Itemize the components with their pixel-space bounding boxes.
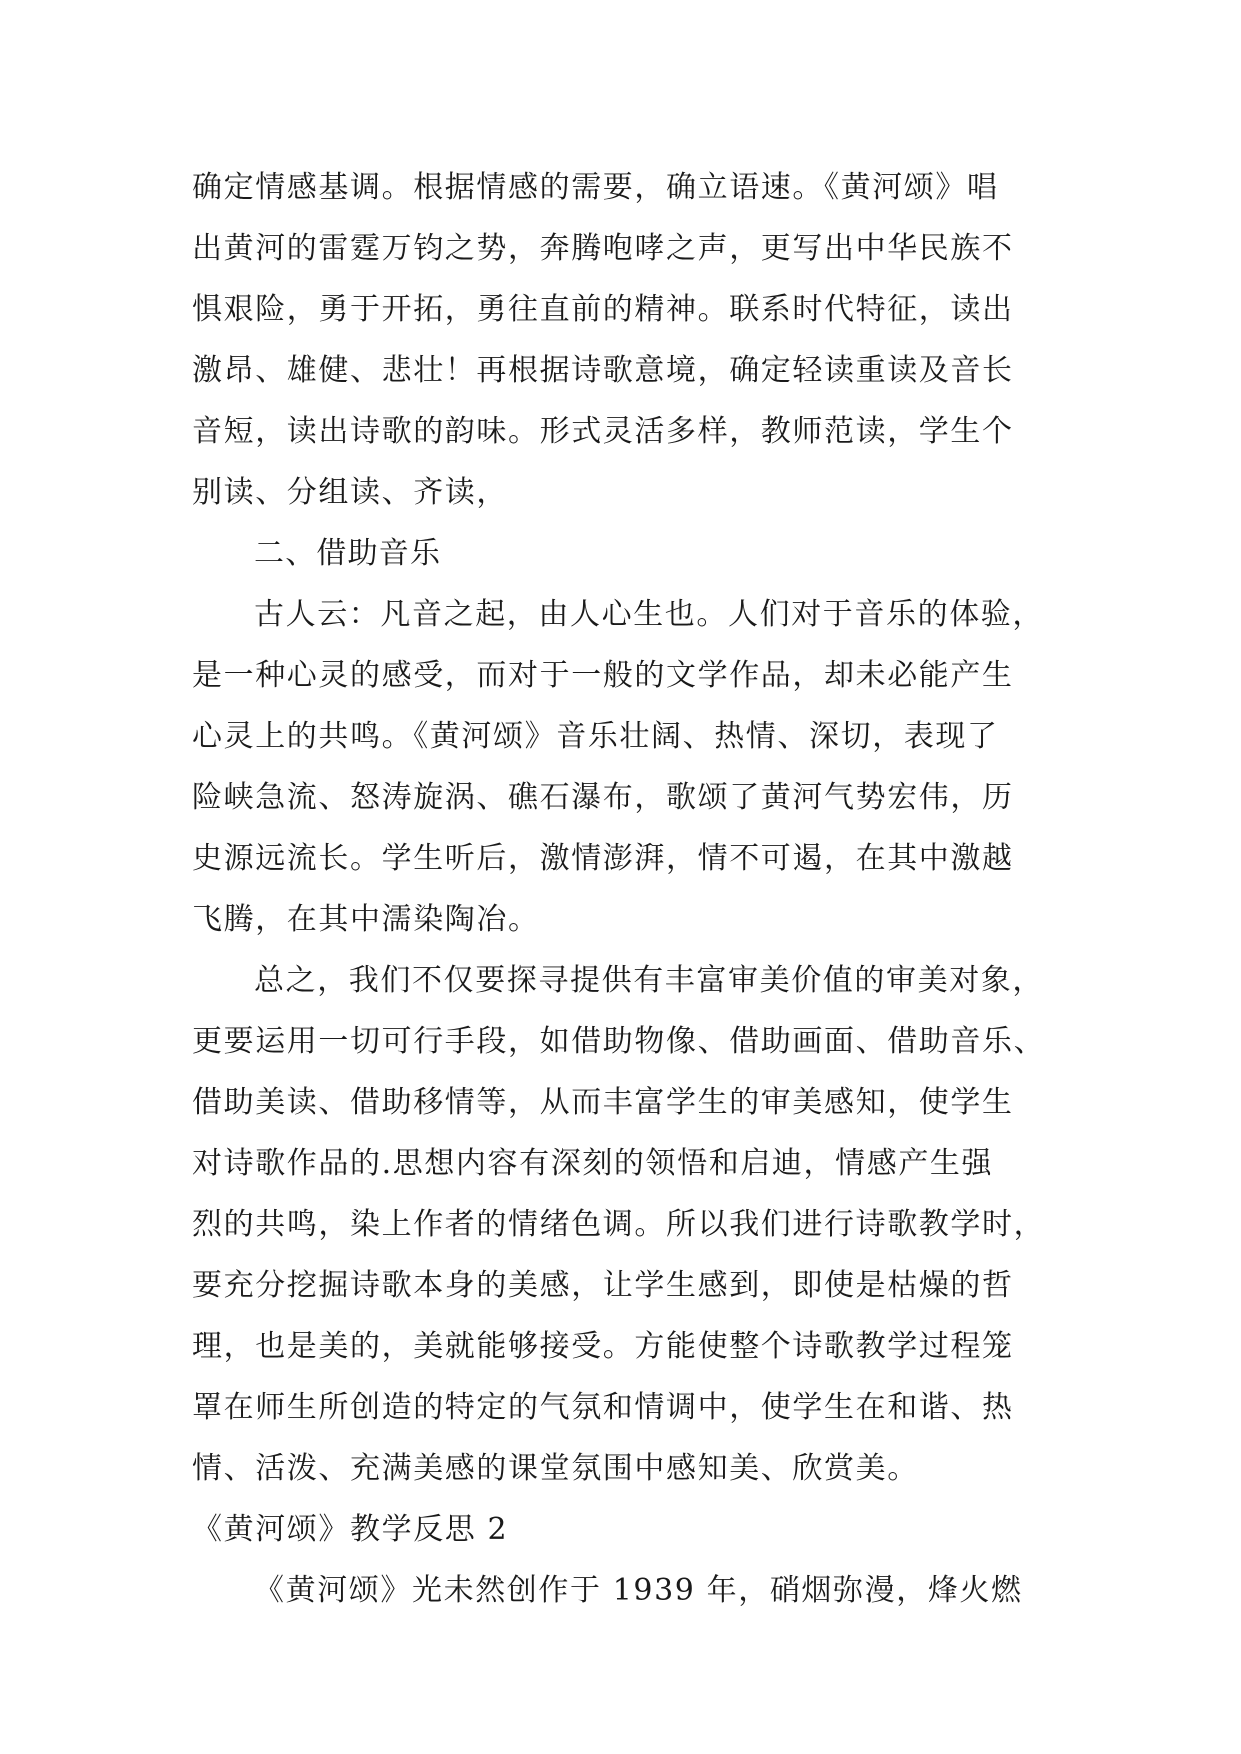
text-line: 是一种心灵的感受，而对于一般的文学作品，却未必能产生 — [192, 658, 1014, 693]
text-line: 史源远流长。学生听后，激情澎湃，情不可遏，在其中激越 — [192, 841, 1014, 876]
text-line: 要充分挖掘诗歌本身的美感，让学生感到，即使是枯燥的哲 — [192, 1268, 1014, 1303]
text-line: 险峡急流、怒涛旋涡、礁石瀑布，歌颂了黄河气势宏伟，历 — [192, 780, 1014, 815]
text-line: 别读、分组读、齐读， — [192, 475, 508, 510]
paragraph-reflection-2-intro — [192, 1560, 1052, 1621]
paragraph-music — [192, 584, 1052, 950]
text-line: 确定情感基调。根据情感的需要，确立语速。《黄河颂》唱 — [192, 170, 999, 205]
text-line: 激昂、雄健、悲壮！再根据诗歌意境，确定轻读重读及音长 — [192, 353, 1014, 388]
text-line: 心灵上的共鸣。《黄河颂》音乐壮阔、热情、深切，表现了 — [192, 719, 999, 754]
paragraph-summary — [192, 950, 1052, 1499]
text-line: 飞腾，在其中濡染陶冶。 — [192, 902, 540, 937]
text-line: 出黄河的雷霆万钧之势，奔腾咆哮之声，更写出中华民族不 — [192, 231, 1014, 266]
text-line: 古人云：凡音之起，由人心生也。人们对于音乐的体验， — [254, 597, 1044, 632]
text-line: 总之，我们不仅要探寻提供有丰富审美价值的审美对象， — [254, 963, 1044, 998]
text-line: 惧艰险，勇于开拓，勇往直前的精神。联系时代特征，读出 — [192, 292, 1014, 327]
paragraph-reading-method — [192, 157, 1052, 523]
text-line: 烈的共鸣，染上作者的情绪色调。所以我们进行诗歌教学时， — [192, 1207, 1046, 1242]
text-line: 音短，读出诗歌的韵味。形式灵活多样，教师范读，学生个 — [192, 414, 1014, 449]
section-heading-reflection-2: 《黄河颂》教学反思 2 — [192, 1512, 509, 1547]
text-line: 罩在师生所创造的特定的气氛和情调中，使学生在和谐、热 — [192, 1390, 1014, 1425]
text-line: 情、活泼、充满美感的课堂氛围中感知美、欣赏美。 — [192, 1451, 919, 1486]
text-line: 更要运用一切可行手段，如借助物像、借助画面、借助音乐、 — [192, 1024, 1046, 1059]
document-body — [192, 157, 1052, 1621]
text-line: 对诗歌作品的.思想内容有深刻的领悟和启迪，情感产生强 — [192, 1146, 994, 1181]
section-heading-music: 二、借助音乐 — [254, 536, 442, 571]
text-line: 《黄河颂》光未然创作于 1939 年，硝烟弥漫，烽火燃 — [254, 1573, 1023, 1608]
text-line: 理，也是美的，美就能够接受。方能使整个诗歌教学过程笼 — [192, 1329, 1014, 1364]
text-line: 借助美读、借助移情等，从而丰富学生的审美感知，使学生 — [192, 1085, 1014, 1120]
